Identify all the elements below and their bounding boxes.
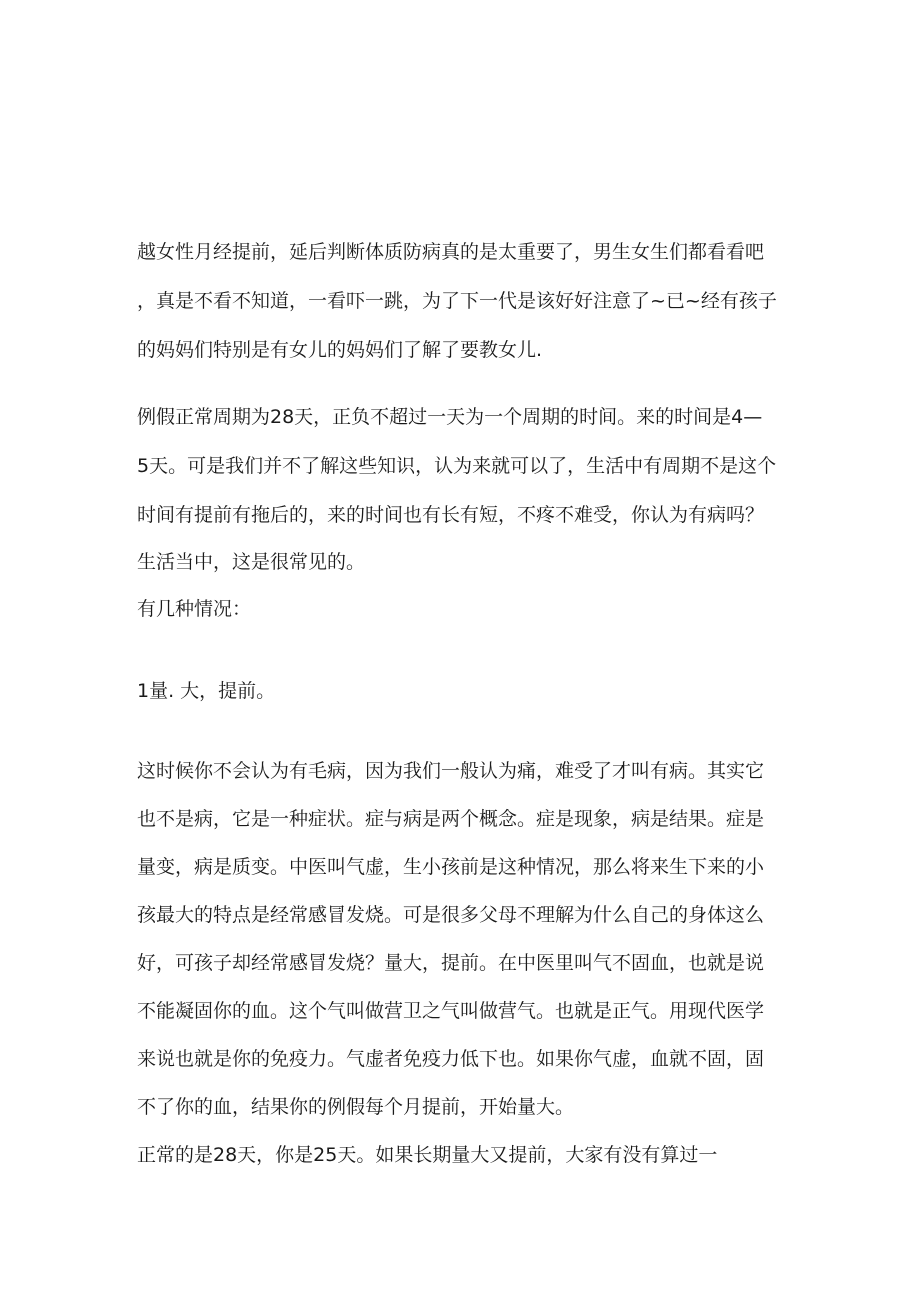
text-line: 孩最大的特点是经常感冒发烧。可是很多父母不理解为什么自己的身体这么 — [137, 904, 765, 926]
text-line: 5天。可是我们并不了解这些知识，认为来就可以了，生活中有周期不是这个 — [137, 455, 777, 477]
text-line: 不了你的血，结果你的例假每个月提前，开始量大。 — [137, 1096, 575, 1118]
text-line: 也不是病，它是一种症状。症与病是两个概念。症是现象，病是结果。症是 — [137, 808, 765, 830]
text-line: 不能凝固你的血。这个气叫做营卫之气叫做营气。也就是正气。用现代医学 — [137, 1000, 765, 1022]
text-line: 生活当中，这是很常见的。 — [137, 551, 366, 573]
text-line: 有几种情况： — [137, 598, 252, 620]
text-line: 的妈妈们特别是有女儿的妈妈们了解了要教女儿. — [137, 339, 543, 361]
text-line: 量变，病是质变。中医叫气虚，生小孩前是这种情况，那么将来生下来的小 — [137, 856, 765, 878]
text-line: 1量. 大，提前。 — [137, 680, 276, 702]
text-line: 好，可孩子却经常感冒发烧？量大，提前。在中医里叫气不固血，也就是说 — [137, 952, 765, 974]
text-line: ，真是不看不知道，一看吓一跳，为了下一代是该好好注意了~已~经有孩子 — [137, 290, 777, 312]
text-line: 越女性月经提前，延后判断体质防病真的是太重要了，男生女生们都看看吧 — [137, 241, 765, 263]
text-line: 这时候你不会认为有毛病，因为我们一般认为痛，难受了才叫有病。其实它 — [137, 760, 765, 782]
text-line: 例假正常周期为28天，正负不超过一天为一个周期的时间。来的时间是4— — [137, 406, 763, 428]
text-line: 时间有提前有拖后的，来的时间也有长有短，不疼不难受，你认为有病吗？ — [137, 504, 765, 526]
text-line: 正常的是28天，你是25天。如果长期量大又提前，大家有没有算过一 — [137, 1144, 718, 1166]
text-line: 来说也就是你的免疫力。气虚者免疫力低下也。如果你气虚，血就不固，固 — [137, 1048, 765, 1070]
